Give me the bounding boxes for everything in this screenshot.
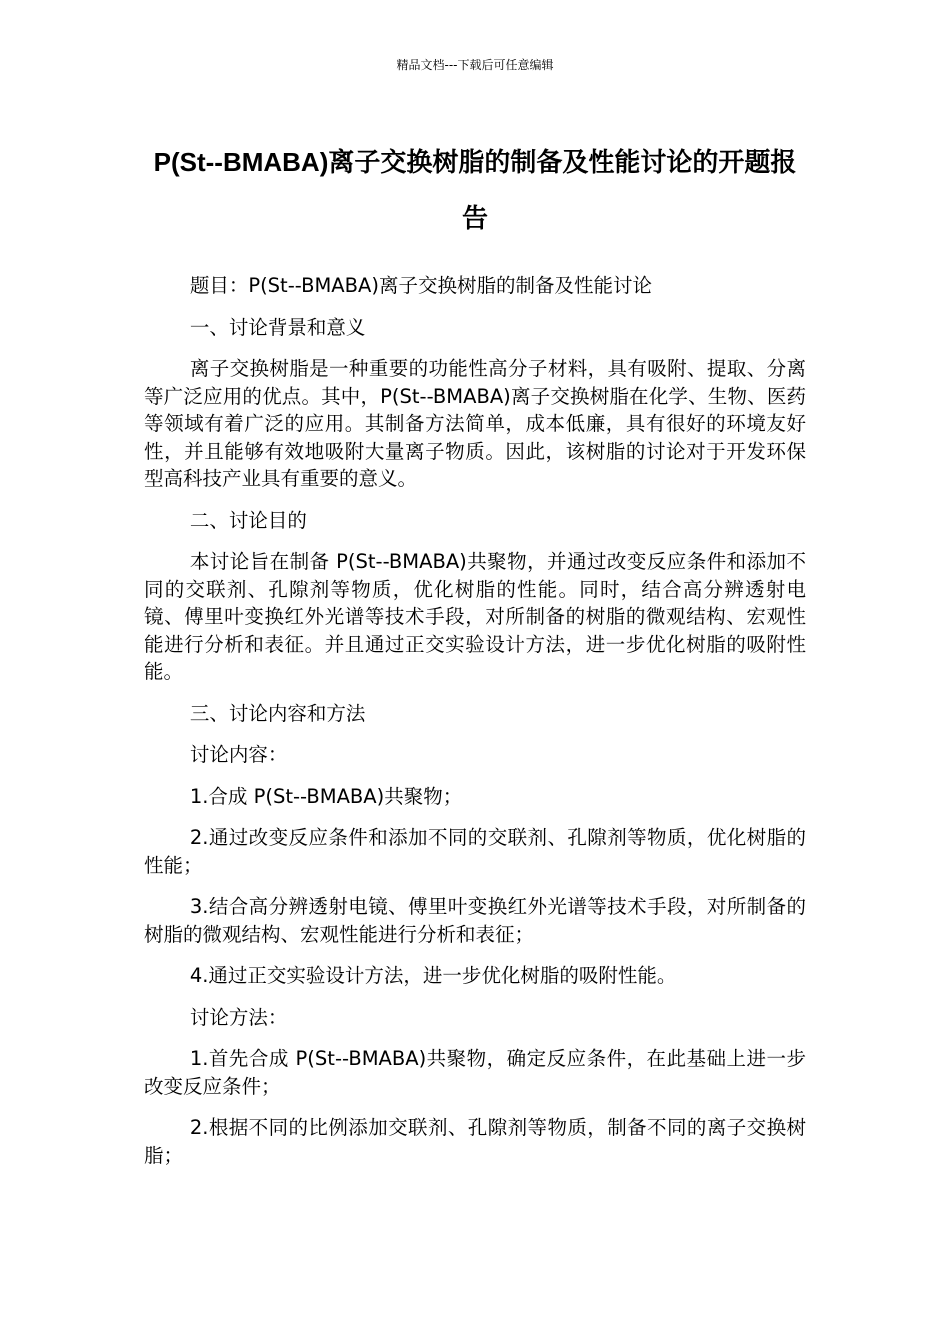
list-item-method-1: 1.首先合成 P(St--BMABA)共聚物，确定反应条件，在此基础上进一步改变反应条件； — [144, 1047, 806, 1098]
document-title: P(St--BMABA)离子交换树脂的制备及性能讨论的开题报告 — [153, 147, 797, 233]
subheading-content: 讨论内容： — [189, 743, 288, 766]
list-item-content-3: 3.结合高分辨透射电镜、傅里叶变换红外光谱等技术手段，对所制备的树脂的微观结构、宏观性能进行分析和表征； — [144, 895, 806, 946]
list-item-content-2: 2.通过改变反应条件和添加不同的交联剂、孔隙剂等物质，优化树脂的性能； — [144, 826, 806, 877]
section-heading-content-method: 三、讨论内容和方法 — [189, 701, 366, 725]
topic-line: 题目：P(St--BMABA)离子交换树脂的制备及性能讨论 — [189, 274, 652, 297]
document-body — [144, 272, 806, 1183]
subheading-method: 讨论方法： — [189, 1005, 288, 1029]
list-item-content-1: 1.合成 P(St--BMABA)共聚物； — [189, 784, 463, 808]
paragraph-background: 离子交换树脂是一种重要的功能性高分子材料，具有吸附、提取、分离等广泛应用的优点。其中，P(St--BMABA)离子交换树脂在化学、生物、医药等领域有着广泛的应用。其制备方法简单，成本低廉，具有很好的环境友好性，并且能够有效地吸附大量离子物质。因此，该树脂的讨论对于开发环保型高科技产业具有重要的意义。 — [144, 357, 806, 490]
list-item-content-4: 4.通过正交实验设计方法，进一步优化树脂的吸附性能。 — [189, 964, 677, 987]
section-heading-background: 一、讨论背景和意义 — [189, 315, 366, 339]
list-item-method-2: 2.根据不同的比例添加交联剂、孔隙剂等物质，制备不同的离子交换树脂； — [144, 1116, 806, 1167]
paragraph-purpose: 本讨论旨在制备 P(St--BMABA)共聚物，并通过改变反应条件和添加不同的交联剂、孔隙剂等物质，优化树脂的性能。同时，结合高分辨透射电镜、傅里叶变换红外光谱等技术手段，对所制备的树脂的微观结构、宏观性能进行分析和表征。并且通过正交实验设计方法，进一步优化树脂的吸附性能。 — [144, 550, 806, 683]
page-header: 精品文档---下载后可任意编辑 — [396, 58, 554, 72]
section-heading-purpose: 二、讨论目的 — [189, 508, 307, 532]
